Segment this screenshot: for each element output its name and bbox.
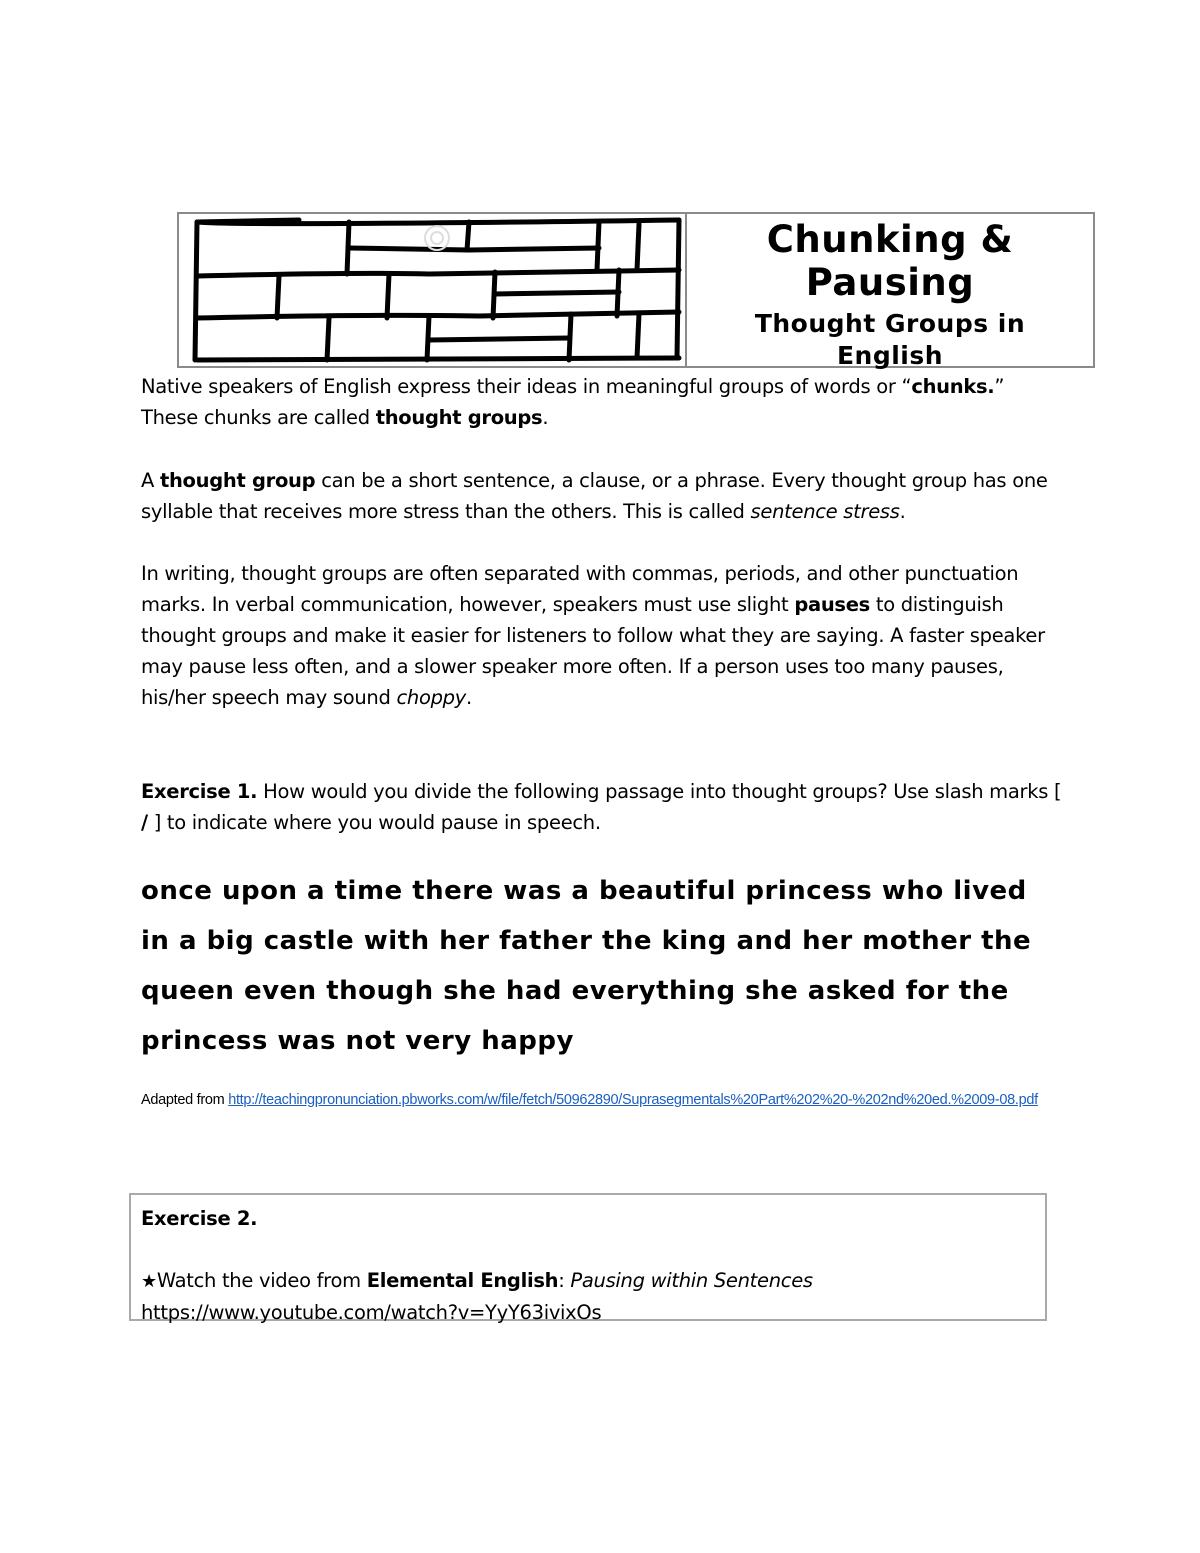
passage-line: in a big castle with her father the king and her mother the [141, 926, 1032, 956]
page-subtitle [687, 308, 1093, 372]
title-line-1: Chunking & [766, 218, 1014, 261]
definition-paragraph: A thought group can be a short sentence, a clause, or a phrase. Every thought group has one syllable that receives more stress than the others. This is called sentence stress. [141, 469, 1048, 523]
passage-line: once upon a time there was a beautiful princess who lived [141, 876, 1027, 906]
exercise-2-box: Exercise 2. ★Watch the video from Elemental English: Pausing within Sentences https://www.youtube.com/watch?v=YyY63ivixOs [129, 1193, 1047, 1321]
exercise-1-label: Exercise 1. [141, 780, 258, 803]
brick-wall-illustration [179, 214, 685, 366]
header-table [177, 212, 1095, 368]
star-icon: ★ [141, 1271, 157, 1292]
subtitle-line-1: Thought Groups in [754, 309, 1026, 338]
exercise-1-passage [141, 866, 1101, 1066]
title-line-2: Pausing [805, 261, 975, 304]
subtitle-line-2: English [836, 341, 944, 370]
source-citation: Adapted from http://teachingpronunciation.pbworks.com/w/file/fetch/50962890/Suprasegmentals%20Part%202%20-%202nd%20ed.%2009-08.pdf [141, 1092, 1038, 1108]
writing-paragraph: In writing, thought groups are often separated with commas, periods, and other punctuation marks. In verbal communication, however, speakers must use slight pauses to distinguish thought groups and make it easier for listeners to follow what they are saying. A faster speaker may pause less often, and a slower speaker more often. If a person uses too many pauses, his/her speech may sound choppy. [141, 562, 1045, 709]
passage-line: princess was not very happy [141, 1026, 574, 1056]
page-title [687, 218, 1093, 304]
intro-paragraph: Native speakers of English express their ideas in meaningful groups of words or “chunks.” These chunks are called thought groups. [141, 375, 1005, 429]
video-link[interactable]: https://www.youtube.com/watch?v=YyY63ivixOs [141, 1301, 602, 1324]
source-link[interactable]: http://teachingpronunciation.pbworks.com/w/file/fetch/50962890/Suprasegmentals%20Part%202%20-%202nd%20ed.%2009-08.pdf [228, 1092, 1038, 1108]
exercise-2-label: Exercise 2. [141, 1207, 258, 1230]
title-cell [687, 214, 1093, 370]
brick-wall-image [179, 214, 687, 366]
exercise-1-instructions: Exercise 1. How would you divide the following passage into thought groups? Use slash marks [ / ] to indicate where you would pause in speech. [141, 780, 1062, 834]
passage-line: queen even though she had everything she asked for the [141, 976, 1009, 1006]
